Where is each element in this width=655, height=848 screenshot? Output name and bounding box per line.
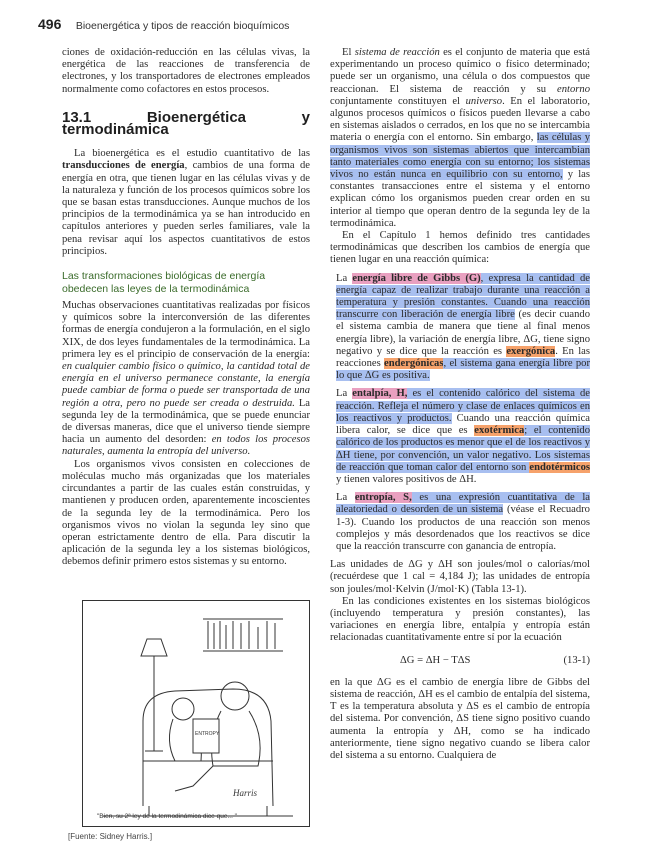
term-gibbs: energía libre de Gibbs (G)	[352, 272, 481, 284]
definition-gibbs: La energía libre de Gibbs (G), expresa la cantidad de energía capaz de realizar trabajo durante una reacción a temperatura y presión constantes. Cuando una reacción transcurre con liberación de energía libre (es decir cuando el sistema cambia de manera que tiene al final menos energía libre), la variación de energía libre, ΔG, tiene signo negativo y se dice que la reacción es exergónica. En las reacciones endergónicas, el sistema gana energía libre por lo que ΔG es positiva.	[336, 272, 591, 382]
running-title: Bioenergética y tipos de reacción bioquímicos	[75, 20, 290, 32]
left-column	[62, 47, 310, 569]
second-law-statement: en todos los procesos naturales, aumenta la entropía del universo.	[62, 434, 310, 458]
figure-source: [Fuente: Sidney Harris.]	[68, 832, 153, 841]
page-header	[38, 16, 289, 34]
term-exergonica: exergónica	[506, 345, 556, 357]
cartoon-figure	[82, 600, 310, 827]
equation-body: ΔG = ΔH − TΔS	[400, 654, 471, 666]
paragraph-equation-explanation: en la que ΔG es el cambio de energía libre de Gibbs del sistema de reacción, ΔH es el cambio de entalpía del sistema, T es la temperatura absoluta y ΔS es el cambio de entropía del sistema. Por convención, ΔS tiene signo positivo cuando aumenta la entropía y ΔH, como se ha indicado anteriormente, tiene signo negativo cuando se libera calor del sistema a su entorno. Cualquiera de	[330, 676, 590, 761]
definition-enthalpy: La entalpía, H, es el contenido calórico del sistema de reacción. Refleja el número y clase de enlaces químicos en los reactivos y productos. Cuando una reacción química libera calor, se dice que es exotérmica; el contenido calórico de los productos es menor que el de los reactivos y ΔH tiene, por convención, un valor negativo. Los sistemas de reacción que toman calor del entorno son endotérmicos y tienen valores positivos de ΔH.	[336, 388, 591, 485]
term-exotermica: exotérmica	[474, 425, 525, 437]
paragraph-units: Las unidades de ΔG y ΔH son joules/mol o calorías/mol (recuérdese que 1 cal = 4,184 J); las unidades de entropía son joules/mol·Kelvin (J/mol·K) (Tabla 13-1).	[330, 559, 590, 595]
paragraph-reaction-system: El sistema de reacción es el conjunto de materia que está experimentando un proceso químico o físico determinado; puede ser un organismo, una célula o dos compuestos que reaccionan. El sistema de reacción y su entorno conjuntamente constituyen el universo. En el laboratorio, algunos procesos químicos o físicos pueden llevarse a cabo en sistemas aislados o cerrados, en los que no se intercambia materia o energía con el entorno. Sin embargo, las células y organismos vivos son sistemas abiertos que intercambian tanto materiales como energía con su entorno; los sistemas vivos no están nunca en equilibrio con su entorno, y las constantes transacciones entre el sistema y el entorno explican cómo los organismos pueden crear orden en su interior al tiempo que operan dentro de la segunda ley de la termodinámica.	[330, 47, 591, 229]
term-endergonicas: endergónicas	[384, 358, 444, 370]
first-law-statement: en cualquier cambio físico o químico, la cantidad total de energía en el universo permanece constante, la energía puede cambiar de forma o puede ser transportada de una región a otra, pero no puede ser creada o destruida.	[62, 361, 310, 409]
paragraph-laws: Muchas observaciones cuantitativas realizadas por físicos y químicos sobre la interconversión de las diferentes formas de energía condujeron a la formulación, en el siglo XIX, de dos leyes fundamentales de la termodinámica. La primera ley es el principio de conservación de la energía: en cualquier cambio físico o químico, la cantidad total de energía en el universo permanece constante, la energía puede cambiar de forma o puede ser transportada de una región a otra, pero no puede ser creada o destruida. La segunda ley de la termodinámica, que se puede enunciar de diversas maneras, dice que el universo tiende siempre hacia un aumento del desorden: en todos los procesos naturales, aumenta la entropía del universo.	[62, 300, 310, 458]
cartoon-signature: Harris	[233, 788, 258, 798]
term-endotermicos: endotérmicos	[529, 461, 590, 473]
term-transducciones: transducciones de energía	[62, 160, 185, 172]
equation-number: (13-1)	[563, 654, 590, 666]
term-entropia: entropía, S,	[354, 492, 412, 504]
cartoon-illustration	[83, 601, 309, 826]
paragraph-organisms: Los organismos vivos consisten en colecciones de moléculas mucho más organizadas que los materiales circundantes a partir de las cuales están construidas, y mantienen y producen orden, aparentemente incoscientes de la segunda ley de la termodinámica. Pero los organismos vivos no violan la segunda ley sino que operan estrictamente dentro de ella. Para discutir la aplicación de la segunda ley a los sistemas biológicos, debemos definir primero estos sistemas y su entorno.	[62, 458, 310, 568]
book-title: ENTROPY	[195, 731, 220, 737]
paragraph-bioenergetics: La bioenergética es el estudio cuantitativo de las transducciones de energía, cambios de una forma de energía en otra, que tienen lugar en las células vivas y de la naturaleza y función de los procesos químicos sobre los que se basan estas transducciones. Aunque muchos de los principios de la termodinámica ya se han introducido en capítulos anteriores y pueden serles familiares, vale la pena revisar aquí los aspectos cuantitativos de estos principios.	[62, 148, 310, 257]
term-entalpia: entalpía, H,	[352, 388, 408, 400]
subsection-heading: Las transformaciones biológicas de energía obedecen las leyes de la termodinámica	[62, 270, 266, 296]
paragraph-conditions: En las condiciones existentes en los sistemas biológicos (incluyendo temperatura y presión constantes), las variaciones en energía libre, entalpía y entropía están relacionadas cuantitativamente entre sí por la ecuación	[330, 595, 590, 644]
highlight-open-systems: las células y organismos vivos son sistemas abiertos que intercambian tanto materiales como energía con su entorno; los sistemas vivos no están nunca en equilibrio con su entorno,	[330, 132, 591, 181]
figure-caption: "Bien, su 2ª ley de la termodinámica dice que... "	[97, 813, 237, 820]
definition-entropy: La entropía, S, es una expresión cuantitativa de la aleatoriedad o desorden de un sistema (véase el Recuadro 1-3). Cuando los productos de una reacción son menos complejos y más desordenados que los reactivos se dice que la reacción transcurre con ganancia de entropía.	[336, 492, 590, 552]
right-column	[330, 47, 590, 762]
intro-paragraph: ciones de oxidación-reducción en las células vivas, la energética de las reacciones de transferencia de electrones, y los transportadores de electrones empleados normalmente como cofactores en estos procesos.	[62, 47, 310, 95]
equation-13-1	[330, 655, 590, 667]
section-title: 13.1 Bioenergética y termodinámica	[62, 108, 310, 139]
page-number: 496	[38, 16, 62, 32]
paragraph-three-quantities: En el Capítulo 1 hemos definido tres cantidades termodinámicas que describen los cambios de energía que tienen lugar en una reacción química:	[330, 230, 590, 266]
